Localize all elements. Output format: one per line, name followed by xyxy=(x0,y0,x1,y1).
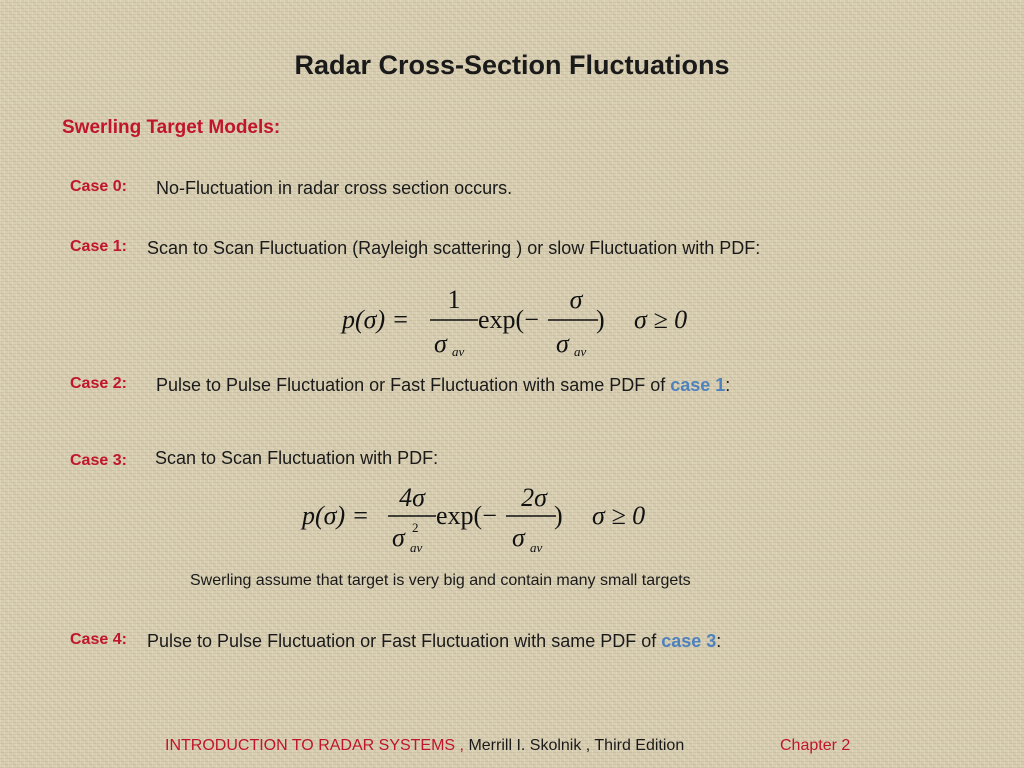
formula3-superscript-1: 2 xyxy=(412,520,419,535)
formula1-exp: exp(− xyxy=(478,305,539,334)
footer-book-title: INTRODUCTION TO RADAR SYSTEMS , xyxy=(165,737,464,754)
footer-chapter: Chapter 2 xyxy=(780,737,851,754)
formula3-numerator-2: 2σ xyxy=(521,483,547,512)
case-4-text xyxy=(147,631,721,652)
case-2-text-main: Pulse to Pulse Fluctuation or Fast Fluctuation with same PDF of xyxy=(156,375,671,395)
case-4-text-main: Pulse to Pulse Fluctuation or Fast Fluctuation with same PDF of xyxy=(147,631,662,651)
formula1-condition: σ ≥ 0 xyxy=(634,305,688,334)
case-1-text: Scan to Scan Fluctuation (Rayleigh scattering ) or slow Fluctuation with PDF: xyxy=(147,238,761,258)
case-0-label: Case 0: xyxy=(70,178,127,195)
case-2-reference: case 1 xyxy=(670,375,726,395)
formula3-denominator-2: σ xyxy=(512,523,525,552)
formula3-lhs: p(σ) = xyxy=(302,501,370,530)
case-3-label: Case 3: xyxy=(70,452,127,469)
swerling-note: Swerling assume that target is very big and contain many small targets xyxy=(190,572,691,589)
case-2-label: Case 2: xyxy=(70,375,127,392)
footer-author: Merrill I. Skolnik , Third Edition xyxy=(464,737,685,754)
formula1-denominator-2: σ xyxy=(556,329,569,358)
case-3-text: Scan to Scan Fluctuation with PDF: xyxy=(155,448,439,468)
footer-citation xyxy=(165,737,684,755)
formula1-close: ) xyxy=(596,305,605,334)
case-0-text: No-Fluctuation in radar cross section occurs. xyxy=(156,178,513,198)
formula-case-3 xyxy=(290,478,670,568)
formula1-denominator-1: σ xyxy=(434,329,447,358)
formula1-subscript-1: av xyxy=(452,344,465,359)
formula1-lhs: p(σ) = xyxy=(342,305,410,334)
case-4-text-end: : xyxy=(716,631,722,651)
formula3-condition: σ ≥ 0 xyxy=(592,501,646,530)
case-1-label: Case 1: xyxy=(70,238,127,255)
slide-title: Radar Cross-Section Fluctuations xyxy=(294,50,730,80)
formula3-numerator-1: 4σ xyxy=(399,483,425,512)
case-4-reference: case 3 xyxy=(661,631,717,651)
formula1-subscript-2: av xyxy=(574,344,587,359)
formula1-numerator-1: 1 xyxy=(447,285,461,314)
formula3-subscript-1: av xyxy=(410,540,423,555)
case-2-text-end: : xyxy=(725,375,731,395)
formula3-subscript-2: av xyxy=(530,540,543,555)
formula-case-1 xyxy=(330,280,710,370)
formula3-close: ) xyxy=(554,501,563,530)
formula1-numerator-2: σ xyxy=(569,285,583,314)
case-4-label: Case 4: xyxy=(70,631,127,648)
formula3-denominator-1: σ xyxy=(392,523,405,552)
case-2-text xyxy=(156,375,730,396)
section-heading: Swerling Target Models: xyxy=(62,117,281,138)
formula3-exp: exp(− xyxy=(436,501,497,530)
